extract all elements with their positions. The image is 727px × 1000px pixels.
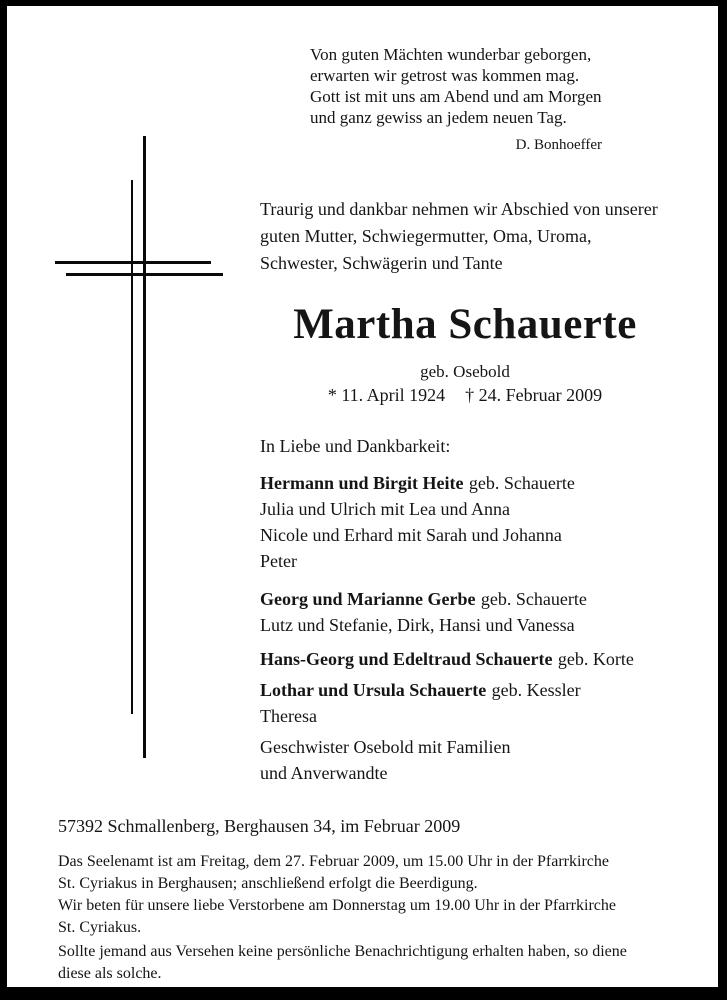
service-info-line: St. Cyriakus in Berghausen; anschließend erfolgt die Beerdigung. [58, 875, 478, 892]
birth-date: * 11. April 1924 [327, 385, 446, 405]
intro-paragraph [260, 196, 658, 277]
prayer-info [58, 895, 616, 939]
poem-line: erwarten wir getrost was kommen mag. [310, 66, 580, 85]
mourner-line: Geschwister Osebold mit Familien [260, 737, 511, 757]
poem-line: Gott ist mit uns am Abend und am Morgen [310, 87, 602, 106]
poem [310, 44, 602, 156]
cross-horizontal-top-line [55, 261, 211, 264]
mourner-names: Lothar und Ursula Schauerte [260, 680, 487, 700]
intro-line: Schwester, Schwägerin und Tante [260, 253, 503, 273]
mourner-line: Julia und Ulrich mit Lea und Anna [260, 499, 510, 519]
maiden-name: geb. Osebold [420, 362, 510, 381]
notification-note-line: diese als solche. [58, 965, 162, 982]
notification-note-line: Sollte jemand aus Versehen keine persönliche Benachrichtigung erhalten haben, so diene [58, 943, 627, 960]
mourner-group [260, 734, 510, 786]
poem-line: und ganz gewiss an jedem neuen Tag. [310, 108, 567, 127]
address-line: 57392 Schmallenberg, Berghausen 34, im Februar 2009 [58, 816, 461, 836]
closing-line: In Liebe und Dankbarkeit: [260, 436, 451, 456]
mourner-names: Georg und Marianne Gerbe [260, 589, 476, 609]
poem-attribution: D. Bonhoeffer [515, 137, 602, 153]
cross-vertical-long-line [143, 136, 146, 758]
mourner-names: Hans-Georg und Edeltraud Schauerte [260, 649, 553, 669]
prayer-info-line: St. Cyriakus. [58, 919, 142, 936]
intro-line: guten Mutter, Schwiegermutter, Oma, Uroma, [260, 226, 592, 246]
notification-note [58, 941, 627, 985]
cross-horizontal-bottom-line [66, 273, 223, 276]
mourner-head [260, 677, 581, 703]
mourner-maiden: geb. Schauerte [468, 473, 575, 493]
death-date: † 24. Februar 2009 [465, 385, 603, 405]
mourner-head [260, 586, 587, 612]
mourner-group [260, 646, 634, 672]
prayer-info-line: Wir beten für unsere liebe Verstorbene am Donnerstag um 19.00 Uhr in der Pfarrkirche [58, 897, 616, 914]
service-info [58, 851, 609, 895]
mourner-line: Theresa [260, 706, 317, 726]
poem-line: Von guten Mächten wunderbar geborgen, [310, 45, 592, 64]
deceased-name: Martha Schauerte [293, 301, 637, 348]
mourner-line: Peter [260, 551, 297, 571]
life-dates [250, 385, 680, 406]
mourner-maiden: geb. Schauerte [480, 589, 587, 609]
mourner-maiden: geb. Korte [557, 649, 634, 669]
mourner-group [260, 586, 587, 638]
intro-line: Traurig und dankbar nehmen wir Abschied von unserer [260, 199, 658, 219]
mourner-line: Nicole und Erhard mit Sarah und Johanna [260, 525, 562, 545]
mourner-line: Lutz und Stefanie, Dirk, Hansi und Vanessa [260, 615, 575, 635]
service-info-line: Das Seelenamt ist am Freitag, dem 27. Februar 2009, um 15.00 Uhr in der Pfarrkirche [58, 853, 609, 870]
mourner-group [260, 677, 581, 729]
mourner-maiden: geb. Kessler [491, 680, 581, 700]
mourner-line: und Anverwandte [260, 763, 388, 783]
mourner-head [260, 470, 575, 496]
mourner-group [260, 470, 575, 574]
mourner-head [260, 646, 634, 672]
mourner-names: Hermann und Birgit Heite [260, 473, 464, 493]
